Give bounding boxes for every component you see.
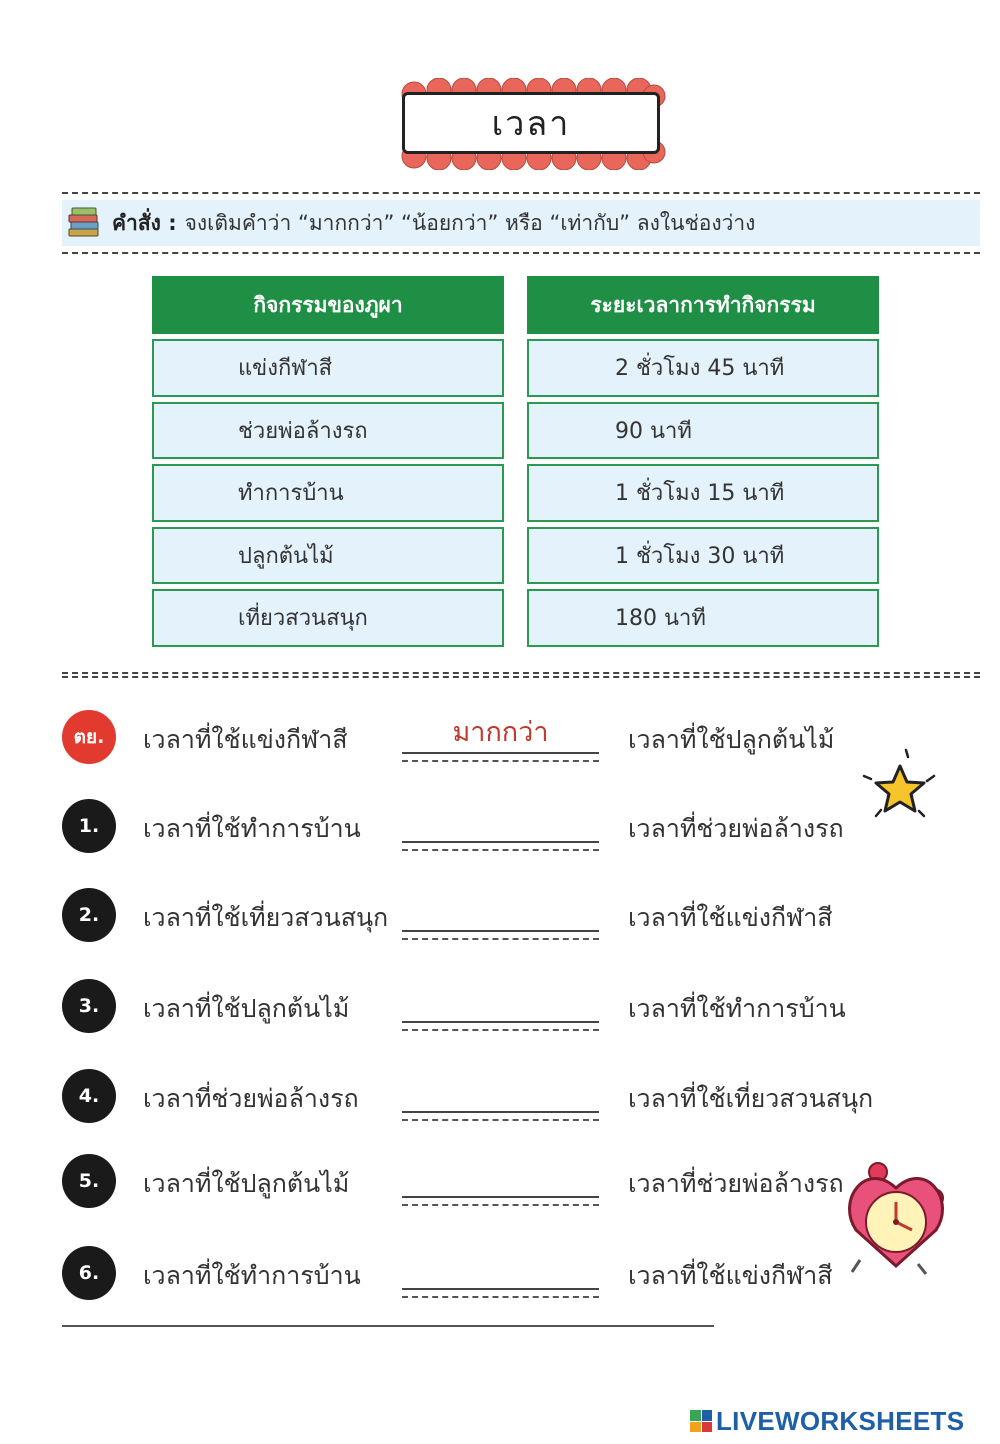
question-number-badge: 4. [62,1069,116,1123]
books-icon [66,205,102,241]
question-left: เวลาที่ใช้ปลูกต้นไม้ [143,1169,350,1198]
table-cell-duration: 90 นาที [527,402,879,460]
question-right: เวลาที่ใช้ทำการบ้าน [628,994,846,1023]
question-right: เวลาที่ช่วยพ่อล้างรถ [628,814,844,843]
answer-blank[interactable] [402,803,599,843]
question-right: เวลาที่ใช้แข่งกีฬาสี [628,903,833,932]
table-cell-activity: ปลูกต้นไม้ [152,527,504,585]
question-left: เวลาที่ใช้ทำการบ้าน [143,1261,361,1290]
exercise-row-3 [0,979,1000,1035]
table-cell-duration: 1 ชั่วโมง 15 นาที [527,464,879,522]
answer-blank[interactable] [402,1073,599,1113]
question-number-badge: 3. [62,979,116,1033]
blank-underline [402,1119,599,1121]
blank-underline [402,1296,599,1298]
answer-blank[interactable] [402,1250,599,1290]
question-left: เวลาที่ใช้ปลูกต้นไม้ [143,994,350,1023]
answer-blank[interactable] [402,1158,599,1198]
section-divider [62,672,980,678]
exercise-row-4 [0,1069,1000,1125]
blank-underline [402,1204,599,1206]
table-header-duration: ระยะเวลาการทำกิจกรรม [527,276,879,334]
blank-underline [402,760,599,762]
instruction-band [62,192,980,254]
question-number-badge: 2. [62,888,116,942]
answer-blank[interactable] [402,892,599,932]
question-left: เวลาที่ช่วยพ่อล้างรถ [143,1084,359,1113]
question-left: เวลาที่ใช้ทำการบ้าน [143,814,361,843]
table-cell-activity: เที่ยวสวนสนุก [152,589,504,647]
question-number-badge: 1. [62,799,116,853]
question-left: เวลาที่ใช้เที่ยวสวนสนุก [143,903,389,932]
answer-blank[interactable] [402,983,599,1023]
table-cell-duration: 2 ชั่วโมง 45 นาที [527,339,879,397]
example-badge: ตย. [62,710,116,764]
table-cell-activity: แข่งกีฬาสี [152,339,504,397]
question-number-badge: 6. [62,1246,116,1300]
liveworksheets-logo-icon [690,1410,712,1432]
table-cell-activity: ช่วยพ่อล้างรถ [152,402,504,460]
logo-text: LIVEWORKSHEETS [716,1405,965,1436]
bottom-rule [62,1325,714,1327]
duration-column [527,276,879,647]
table-header-activity: กิจกรรมของภูผา [152,276,504,334]
star-icon [856,746,942,826]
question-right: เวลาที่ใช้ปลูกต้นไม้ [628,725,835,754]
instruction-text: จงเติมคำว่า “มากกว่า” “น้อยกว่า” หรือ “เท่ากับ” ลงในช่องว่าง [184,210,756,235]
question-right: เวลาที่ใช้แข่งกีฬาสี [628,1261,833,1290]
liveworksheets-logo [690,1404,964,1438]
question-number-badge: 5. [62,1154,116,1208]
exercise-row-2 [0,888,1000,944]
exercise-row-example [0,710,1000,766]
question-right: เวลาที่ใช้เที่ยวสวนสนุก [628,1084,874,1113]
answer-blank[interactable]: มากกว่า [402,714,599,754]
blank-underline [402,849,599,851]
blank-underline [402,1029,599,1031]
exercise-row-1 [0,799,1000,855]
title-banner [396,78,668,170]
activity-column [152,276,504,647]
question-right: เวลาที่ช่วยพ่อล้างรถ [628,1169,844,1198]
question-left: เวลาที่ใช้แข่งกีฬาสี [143,725,348,754]
alarm-clock-icon [836,1160,960,1284]
instruction-label: คำสั่ง : [112,210,177,235]
table-cell-duration: 1 ชั่วโมง 30 นาที [527,527,879,585]
table-cell-activity: ทำการบ้าน [152,464,504,522]
table-cell-duration: 180 นาที [527,589,879,647]
page-title: เวลา [402,92,660,154]
blank-underline [402,938,599,940]
